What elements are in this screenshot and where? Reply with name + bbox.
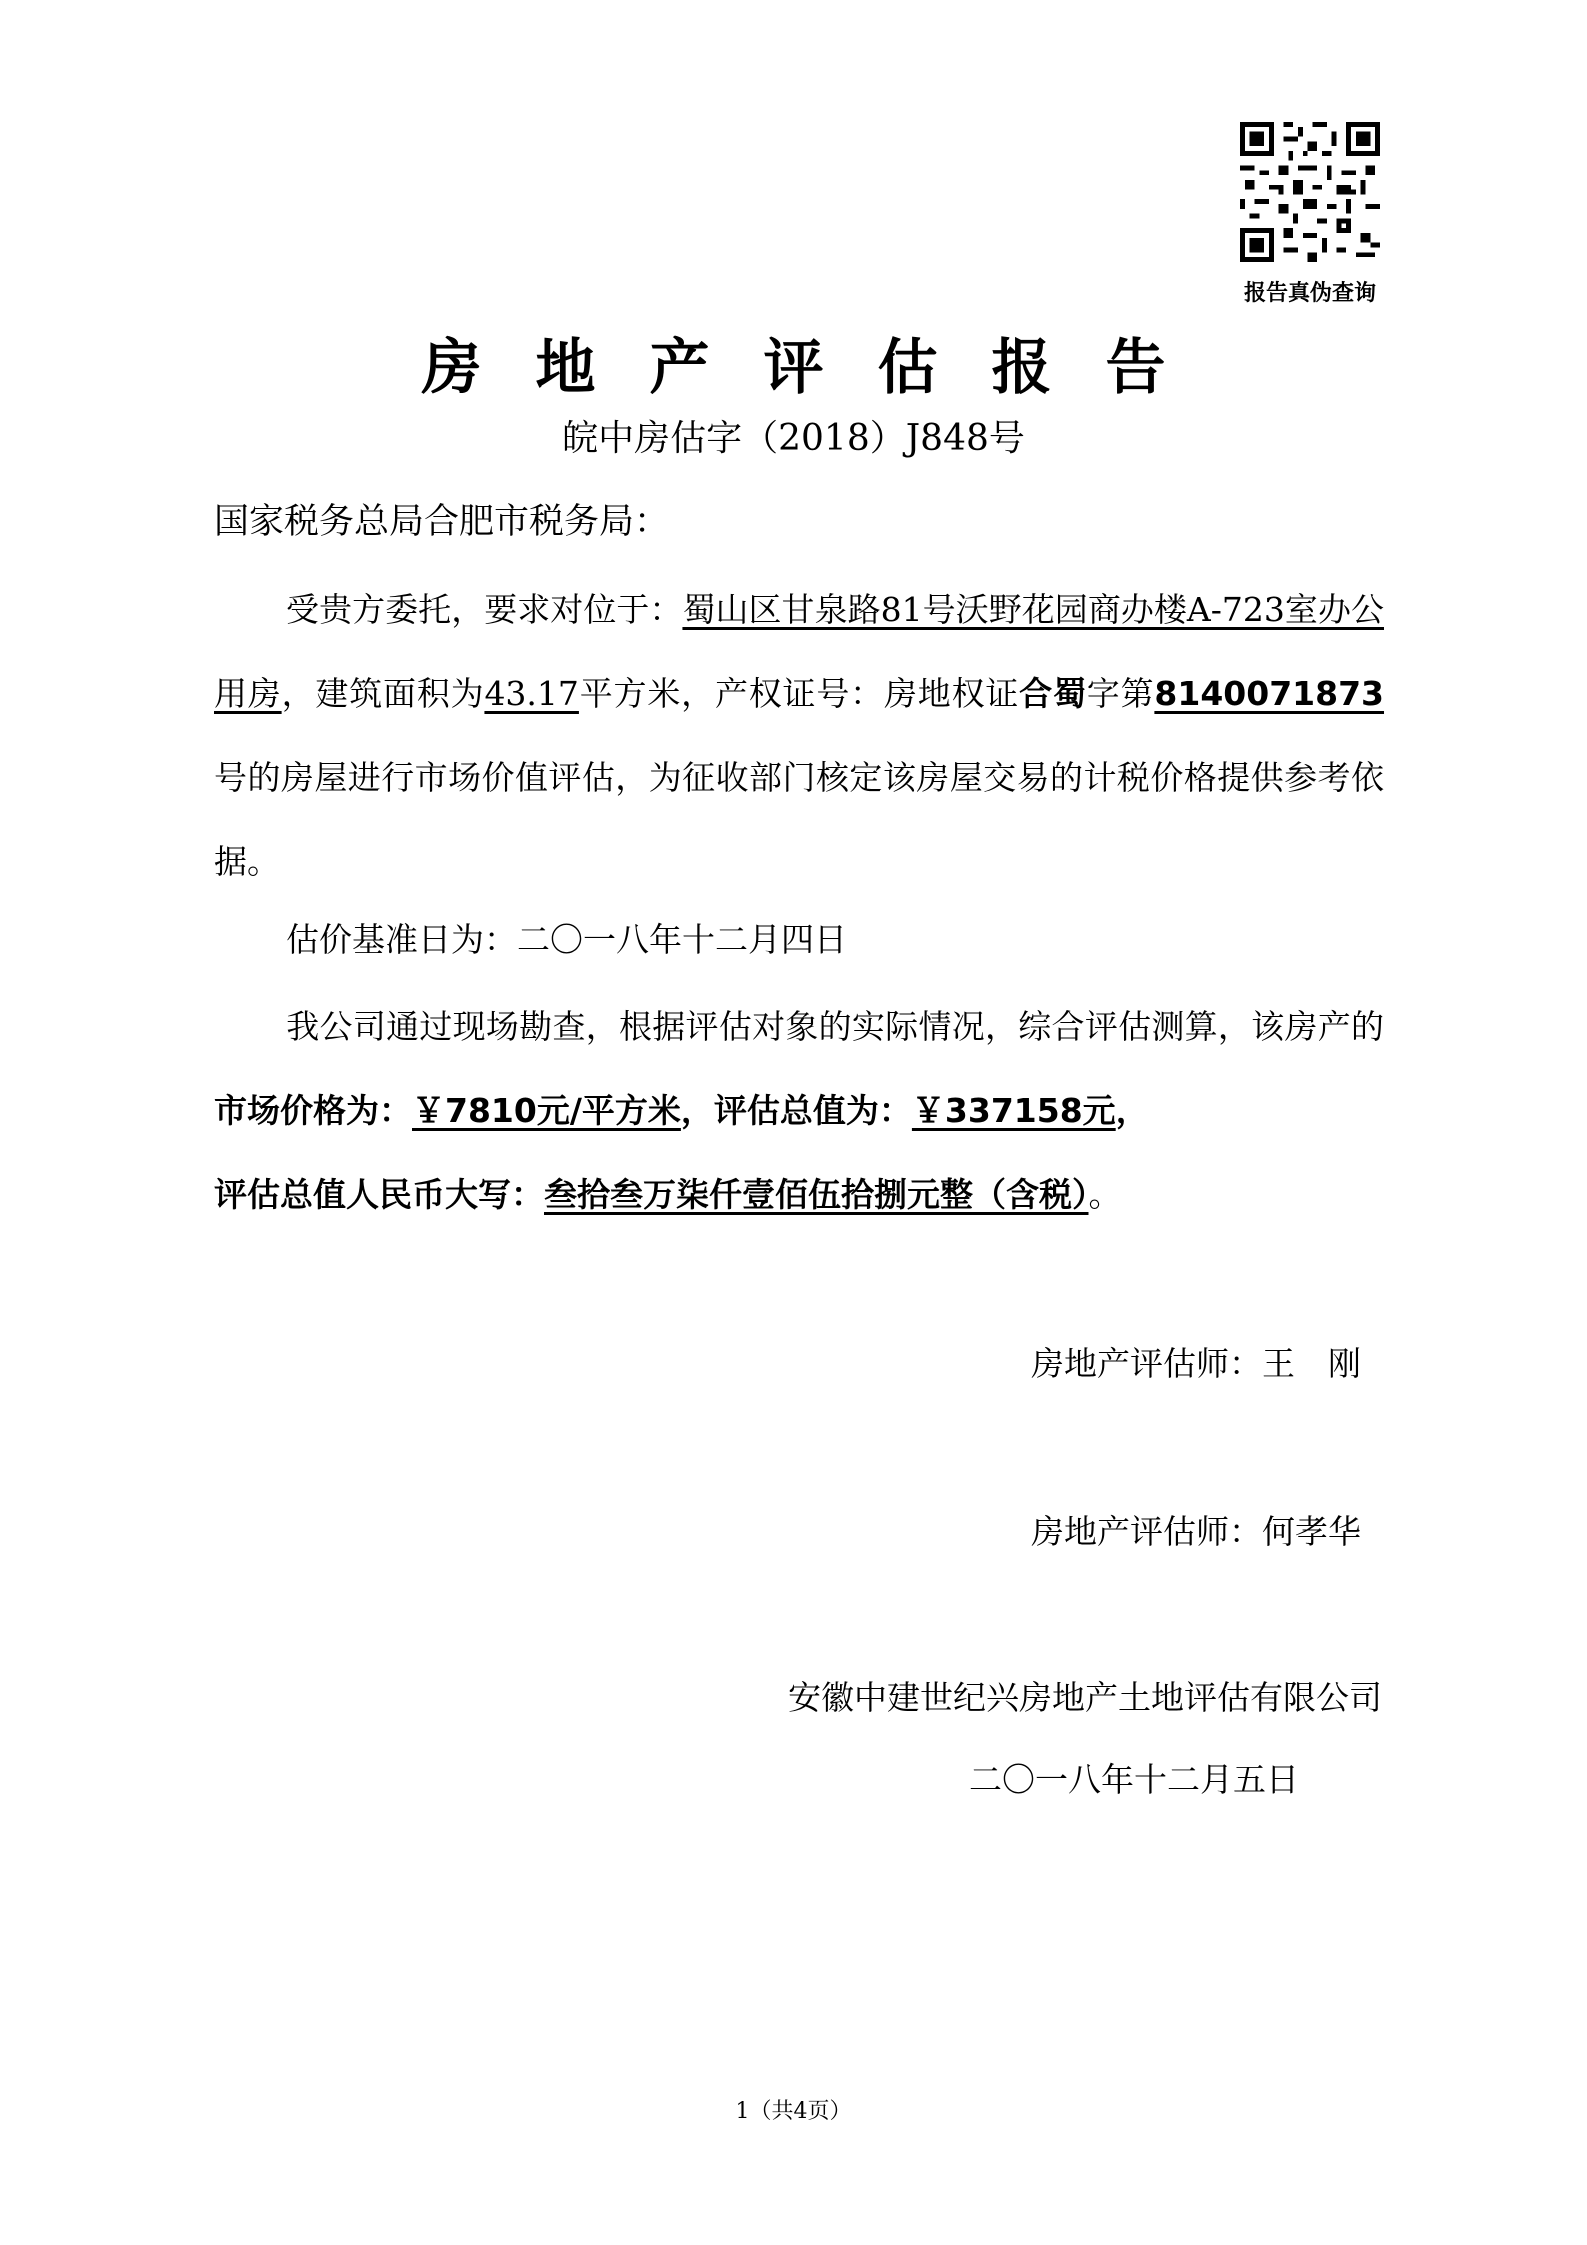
para1-text-1: 受贵方委托，要求对位于：	[286, 590, 683, 629]
report-title: 房地产评估报告	[421, 333, 1220, 403]
issue-date: 二〇一八年十二月五日	[969, 1760, 1299, 1799]
total-value-label: 评估总值为：	[713, 1091, 912, 1130]
market-price-label: 市场价格为：	[214, 1091, 412, 1130]
document-number: 皖中房估字（2018）J848号	[562, 418, 1025, 459]
para1-text-3: 平方米，产权证号：房地权证	[578, 674, 1020, 713]
comma: ，	[680, 1091, 714, 1130]
certificate-number: 8140071873	[1154, 674, 1385, 713]
para1-text-5: 号的房屋进行市场价值评估，为征收部门核定该房屋交易的计税价格提供参考依据。	[214, 758, 1384, 881]
building-area: 43.17	[484, 674, 579, 713]
appraiser-2: 房地产评估师：何孝华	[1031, 1512, 1361, 1551]
total-in-words-label: 评估总值人民币大写：	[214, 1175, 544, 1214]
company-name: 安徽中建世纪兴房地产土地评估有限公司	[788, 1678, 1382, 1717]
commission-paragraph	[214, 568, 1384, 904]
result-paragraph	[214, 985, 1384, 1237]
para3-text-1: 我公司通过现场勘查，根据评估对象的实际情况，综合评估测算，该房产的	[286, 1007, 1384, 1046]
certificate-prefix: 合蜀	[1019, 674, 1087, 713]
para1-text-2: ，建筑面积为	[281, 674, 485, 713]
addressee: 国家税务总局合肥市税务局：	[214, 502, 670, 542]
valuation-date: 估价基准日为：二〇一八年十二月四日	[286, 920, 847, 959]
period: 。	[1088, 1175, 1122, 1214]
qr-code	[1240, 122, 1380, 262]
qr-caption: 报告真伪查询	[1243, 281, 1376, 306]
market-price: ￥7810元/平方米	[412, 1091, 681, 1130]
valuation-date-paragraph	[214, 898, 1384, 982]
page-footer: 1（共4页）	[735, 2099, 852, 2124]
appraiser-1: 房地产评估师：王 刚	[1031, 1344, 1361, 1383]
para1-text-4: 字第	[1086, 674, 1155, 713]
total-in-words: 叁拾叁万柒仟壹佰伍拾捌元整（含税）	[544, 1175, 1089, 1214]
property-address: 蜀山区甘泉路81号沃野花园商办楼A-723室办公用房	[214, 590, 1384, 713]
comma: ，	[1115, 1091, 1149, 1130]
total-value: ￥337158元	[911, 1091, 1116, 1130]
